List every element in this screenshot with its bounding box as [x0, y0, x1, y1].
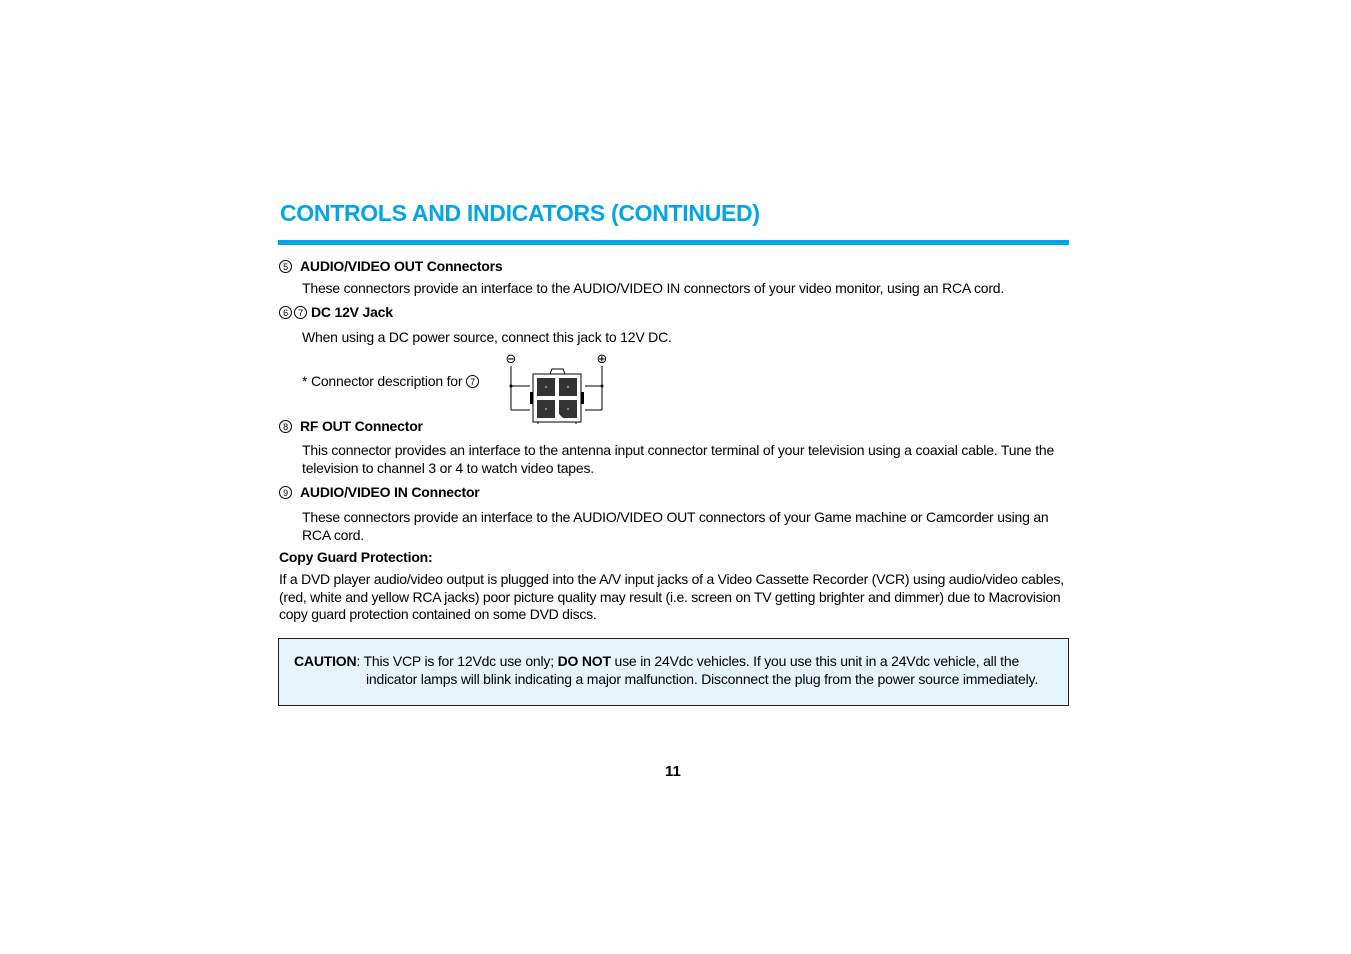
- section-title: RF OUT Connector: [300, 418, 423, 434]
- minus-symbol: ⊖: [505, 352, 517, 367]
- section-body: When using a DC power source, connect this jack to 12V DC.: [302, 329, 672, 345]
- copy-guard-body: If a DVD player audio/video output is plugged into the A/V input jacks of a Video Cassette Recorder (VCR) using audio/video cables, (red, white and yellow RCA jacks) poor picture quality may result (i.e. screen on TV getting brighter and dimmer) due to Macrovision copy guard protection contained on some DVD discs.: [279, 571, 1064, 622]
- caution-box: [278, 638, 1069, 706]
- caution-emphasis: DO NOT: [557, 653, 611, 669]
- section-heading-dc-jack: [279, 304, 393, 320]
- plus-symbol: ⊕: [596, 352, 608, 367]
- circled-number: 5: [279, 260, 292, 273]
- caution-text-1: : This VCP is for 12Vdc use only;: [356, 653, 558, 669]
- caution-label: CAUTION: [294, 653, 357, 669]
- section-title: DC 12V Jack: [311, 304, 393, 320]
- section-heading-rf-out: [279, 418, 423, 434]
- title-rule: [278, 240, 1069, 245]
- caution-line-1: [294, 653, 1019, 669]
- circled-number: 6: [279, 306, 292, 319]
- caution-line-2: indicator lamps will blink indicating a major malfunction. Disconnect the plug from the power source immediately.: [366, 671, 1039, 687]
- negative-node: [510, 385, 513, 388]
- pin-dot: [567, 408, 569, 410]
- dc-connector-diagram: [503, 350, 613, 430]
- positive-node: [601, 385, 604, 388]
- connector-ear-right: [581, 392, 584, 404]
- section-heading-av-in: [279, 484, 480, 500]
- page-number: 11: [665, 763, 681, 780]
- section-title: AUDIO/VIDEO OUT Connectors: [300, 258, 503, 274]
- connector-ear-left: [530, 392, 533, 404]
- connector-note-text: * Connector description for: [302, 373, 463, 389]
- circled-number: 7: [294, 306, 307, 319]
- pin-dot: [545, 408, 547, 410]
- connector-drawing: [503, 350, 613, 425]
- circled-number: 7: [466, 375, 479, 388]
- circled-number: 9: [279, 486, 292, 499]
- section-body: These connectors provide an interface to the AUDIO/VIDEO OUT connectors of your Game machine or Camcorder using an RCA cord.: [302, 509, 1049, 543]
- section-heading-av-out: [279, 258, 502, 274]
- connector-latch: [550, 369, 565, 374]
- pin-dot: [567, 386, 569, 388]
- copy-guard-title: Copy Guard Protection:: [279, 549, 433, 565]
- section-body: These connectors provide an interface to the AUDIO/VIDEO IN connectors of your video monitor, using an RCA cord.: [302, 280, 1005, 296]
- circled-number: 8: [279, 420, 292, 433]
- pin-dot: [545, 386, 547, 388]
- caution-text-2: use in 24Vdc vehicles. If you use this unit in a 24Vdc vehicle, all the: [610, 653, 1020, 669]
- page-title: CONTROLS AND INDICATORS (CONTINUED): [280, 200, 760, 226]
- section-title: AUDIO/VIDEO IN Connector: [300, 484, 480, 500]
- connector-note: [302, 373, 481, 389]
- section-body: This connector provides an interface to the antenna input connector terminal of your television using a coaxial cable. Tune the television to channel 3 or 4 to watch video tapes.: [302, 442, 1055, 476]
